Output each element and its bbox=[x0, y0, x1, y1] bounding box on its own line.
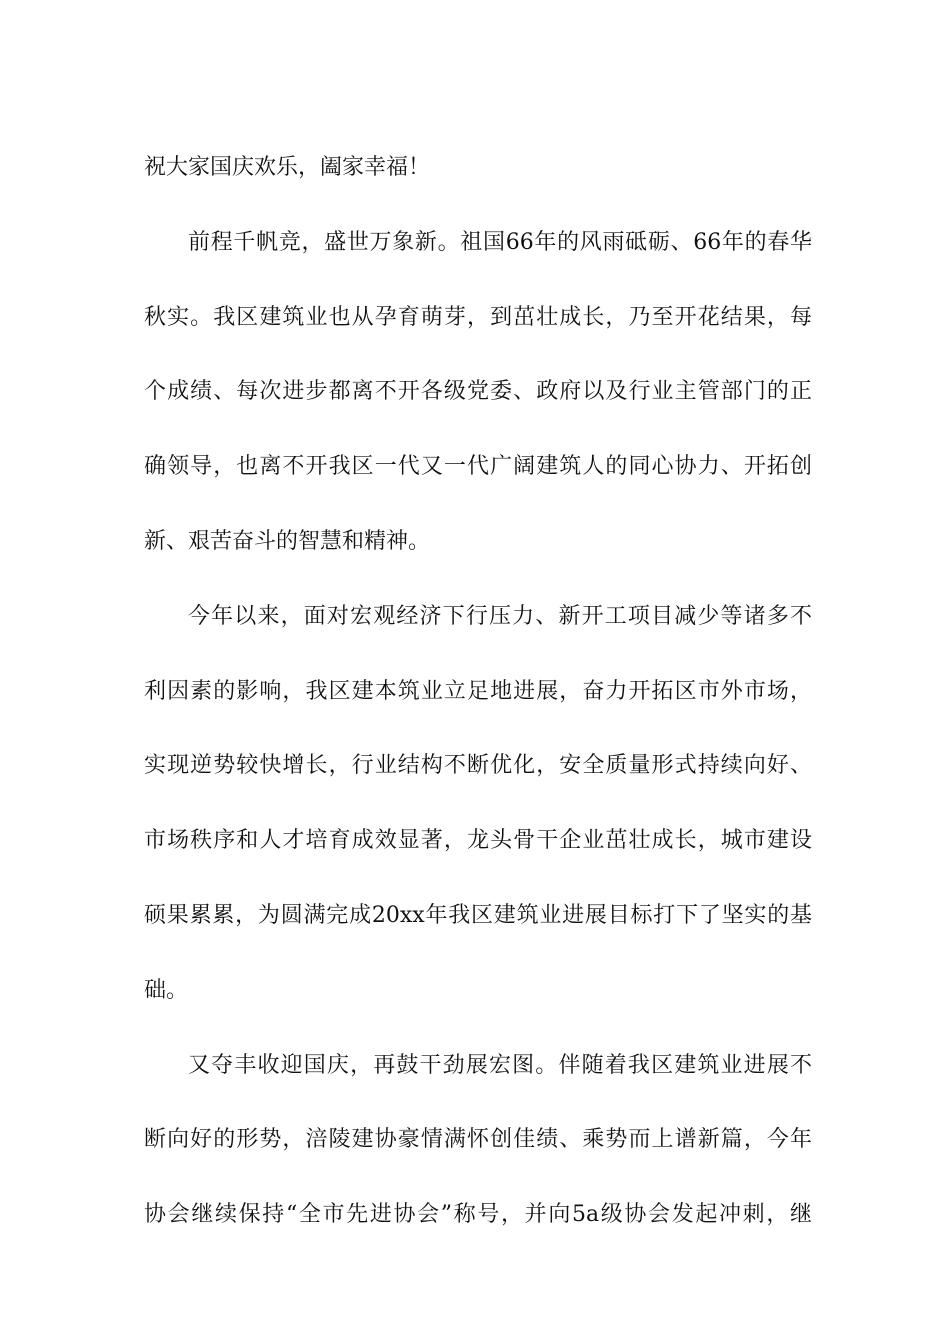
text-line: 新、艰苦奋斗的智慧和精神。 bbox=[144, 528, 431, 554]
text-line: 又夺丰收迎国庆，再鼓干劲展宏图。伴随着我区建筑业进展不 bbox=[188, 1052, 812, 1078]
text-line: 实现逆势较快增长，行业结构不断优化，安全质量形式持续向好、 bbox=[144, 753, 812, 779]
text-line: 础。 bbox=[144, 977, 189, 1003]
text-line: 确领导，也离不开我区一代又一代广阔建筑人的同心协力、开拓创 bbox=[144, 454, 812, 480]
document-body bbox=[144, 131, 812, 1253]
text-line: 硕果累累，为圆满完成20xx年我区建筑业进展目标打下了坚实的基 bbox=[144, 902, 812, 928]
text-line: 协会继续保持“全市先进协会”称号，并向5a级协会发起冲刺，继 bbox=[144, 1202, 812, 1228]
text-line: 个成绩、每次进步都离不开各级党委、政府以及行业主管部门的正 bbox=[144, 379, 812, 405]
text-line: 秋实。我区建筑业也从孕育萌芽，到茁壮成长，乃至开花结果，每 bbox=[144, 304, 812, 330]
text-line: 今年以来，面对宏观经济下行压力、新开工项目减少等诸多不 bbox=[188, 603, 812, 629]
text-line: 市场秩序和人才培育成效显著，龙头骨干企业茁壮成长，城市建设 bbox=[144, 828, 812, 854]
text-line: 断向好的形势，涪陵建协豪情满怀创佳绩、乘势而上谱新篇，今年 bbox=[144, 1127, 812, 1153]
text-line: 前程千帆竞，盛世万象新。祖国66年的风雨砥砺、66年的春华 bbox=[188, 229, 812, 255]
text-line: 利因素的影响，我区建本筑业立足地进展，奋力开拓区市外市场， bbox=[144, 678, 812, 704]
text-line: 祝大家国庆欢乐，阖家幸福！ bbox=[144, 155, 431, 180]
